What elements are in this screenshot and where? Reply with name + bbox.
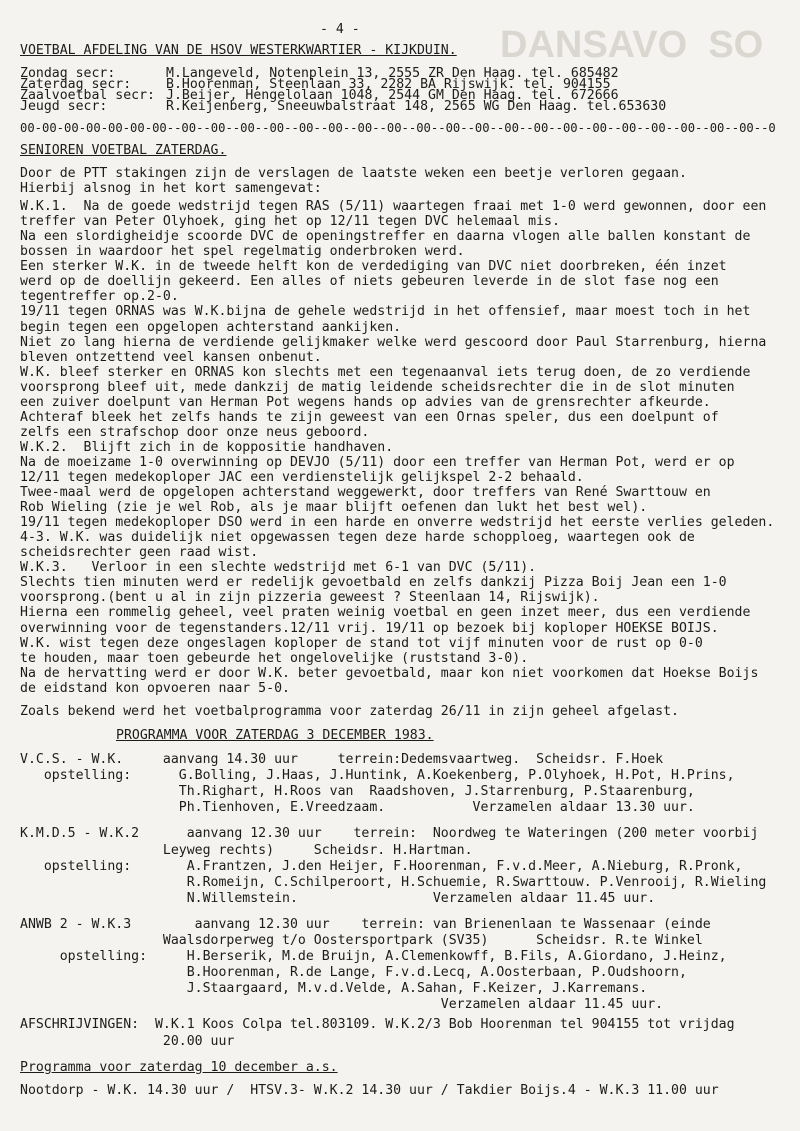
programma-line: Th.Righart, H.Roos van Raadshoven, J.Starrenburg, P.Staarenburg, — [20, 784, 695, 800]
body-line: 19/11 tegen medekoploper DSO werd in een harde en onverre wedstrijd het eerste verlies geleden. — [20, 515, 775, 531]
body-line: een zuiver doelpunt van Herman Pot wegens hands op advies van de grensrechter afkeurde. — [20, 394, 711, 410]
body-line: W.K.2. Blijft zich in de koppositie handhaven. — [20, 439, 394, 455]
body-line: Door de PTT stakingen zijn de verslagen de laatste weken een beetje verloren gegaan. — [20, 166, 687, 181]
body-line: Achteraf bleek het zelfs hands te zijn geweest van een Ornas speler, dus een doelpunt of — [20, 409, 719, 425]
body-line: voorsprong bleef uit, mede dankzij de matig leidende scheidsrechter die in de slot minuten — [20, 379, 735, 395]
body-line: W.K.3. Verloor in een slechte wedstrijd met 6-1 van DVC (5/11). — [20, 560, 537, 576]
programma-line: Waalsdorperweg t/o Oostersportpark (SV35) Scheidsr. R.te Winkel — [20, 933, 703, 948]
body-line: Zoals bekend werd het voetbalprogramma voor zaterdag 26/11 in zijn geheel afgelast. — [20, 703, 679, 719]
body-line: Na de moeizame 1-0 overwinning op DEVJO (5/11) door een treffer van Herman Pot, werd er op — [20, 454, 735, 470]
programma-line: B.Hoorenman, R.de Lange, F.v.d.Lecq, A.Oosterbaan, P.Oudshoorn, — [20, 965, 687, 981]
body-line: zelfs een strafschop door onze neus geboord. — [20, 424, 370, 440]
programma2-title: Programma voor zaterdag 10 december a.s. — [20, 1060, 338, 1075]
programma-line: J.Staargaard, M.v.d.Velde, A.Sahan, F.Keizer, J.Karremans. — [20, 981, 648, 997]
contact-info: B.Hoorenman, Steenlaan 33, 2282 BA Rijswijk. tel. 904155 — [166, 77, 611, 92]
programma-line: opstelling: A.Frantzen, J.den Heijer, F.Hoorenman, F.v.d.Meer, A.Nieburg, R.Pronk, — [20, 858, 743, 874]
programma-line: ANWB 2 - W.K.3 aanvang 12.30 uur terrein: van Brienenlaan te Wassenaar (einde — [20, 916, 711, 932]
programma-line: AFSCHRIJVINGEN: W.K.1 Koos Colpa tel.803109. W.K.2/3 Bob Hoorenman tel 904155 tot vrijdag — [20, 1017, 735, 1033]
programma-line: Leyweg rechts) Scheidsr. H.Hartman. — [20, 842, 473, 858]
programma-line: opstelling: H.Berserik, M.de Bruijn, A.Clemenkowff, B.Fils, A.Giordano, J.Heinz, — [20, 949, 727, 965]
programma-line: V.C.S. - W.K. aanvang 14.30 uur terrein:Dedemsvaartweg. Scheidsr. F.Hoek — [20, 752, 664, 767]
body-line: 19/11 tegen ORNAS was W.K.bijna de gehele wedstrijd in het offensief, maar moest toch in het — [20, 304, 751, 320]
body-line: Na de hervatting werd er door W.K. beter gevoetbald, maar kon niet voorkomen dat Hoekse Boijs — [20, 665, 759, 681]
contact-role: Zaalvoetbal secr: — [20, 88, 155, 103]
programma-line: opstelling: G.Bolling, J.Haas, J.Huntink, A.Koekenberg, P.Olyhoek, H.Pot, H.Prins, — [20, 768, 735, 784]
body-line: Na een slordigheidje scoorde DVC de openingstreffer en daarna vlogen alle ballen konstant de — [20, 229, 751, 245]
body-line: 12/11 tegen medekoploper JAC een verdienstelijk gelijkspel 2-2 behaald. — [20, 470, 584, 485]
programma-line: K.M.D.5 - W.K.2 aanvang 12.30 uur terrein: Noordweg te Wateringen (200 meter voorbij — [20, 826, 759, 842]
body-line: treffer van Peter Olyhoek, ging het op 12/11 tegen DVC helemaal mis. — [20, 214, 560, 230]
contact-info: M.Langeveld, Notenplein 13, 2555 ZR Den Haag. tel. 685482 — [166, 66, 619, 81]
contact-info: R.Keijenberg, Sneeuwbalstraat 148, 2565 WG Den Haag. tel.653630 — [166, 99, 667, 114]
body-line: overwinning voor de tegenstanders.12/11 vrij. 19/11 op bezoek bij koploper HOEKSE BOIJS. — [20, 620, 719, 636]
body-line: Een sterker W.K. in de tweede helft kon de verdediging van DVC niet doorbreken, één inzet — [20, 259, 727, 275]
contact-role: Jeugd secr: — [20, 99, 108, 114]
programma-line: 20.00 uur — [20, 1033, 235, 1049]
body-line: Hierbij alsnog in het kort samengevat: — [20, 181, 322, 197]
separator-line: 00-00-00-00-00-00-00--00--00--00--00--00--00--00--00--00--00--00--00--00--00--00--00--00--00--00--00--0 — [20, 121, 776, 135]
body-line: Rob Wieling (zie je wel Rob, als je maar blijft oefenen dan lukt het best wel). — [20, 500, 648, 516]
programma-title: PROGRAMMA VOOR ZATERDAG 3 DECEMBER 1983. — [116, 728, 434, 743]
body-line: tegentreffer op.2-0. — [20, 289, 179, 305]
body-line: W.K. bleef sterker en ORNAS kon slechts met een tegenaanval iets terug doen, de zo verdiende — [20, 364, 751, 380]
body-line: Hierna een rommelig geheel, veel praten weinig voetbal en geen inzet meer, dus een verdiende — [20, 605, 751, 621]
contact-role: Zaterdag secr: — [20, 77, 132, 92]
body-line: W.K.1. Na de goede wedstrijd tegen RAS (5/11) waartegen fraai met 1-0 werd gewonnen, door een — [20, 199, 767, 215]
body-line: begin tegen een opgelopen achterstand aankijken. — [20, 319, 402, 335]
programma-line: N.Willemstein. Verzamelen aldaar 11.45 uur. — [20, 890, 656, 906]
body-line: bleven ontzettend veel kansen onbenut. — [20, 349, 322, 365]
contact-role: Zondag secr: — [20, 66, 116, 81]
page-number: - 4 - — [320, 22, 360, 37]
show-through-text: DANSAVO SO — [500, 24, 764, 66]
body-line: 4-3. W.K. was duidelijk niet opgewassen tegen deze harde schopploeg, waartegen ook de — [20, 530, 695, 546]
body-line: te houden, maar toen gebeurde het ongelovelijke (ruststand 3-0). — [20, 650, 529, 666]
programma-line: R.Romeijn, C.Schilperoort, H.Schuemie, R.Swarttouw. P.Venrooij, R.Wieling — [20, 874, 767, 890]
programma2-line: Nootdorp - W.K. 14.30 uur / HTSV.3- W.K.2 14.30 uur / Takdier Boijs.4 - W.K.3 11.00 uur — [20, 1083, 719, 1098]
body-line: bossen in waardoor het spel regelmatig onderbroken werd. — [20, 244, 465, 260]
body-line: Twee-maal werd de opgelopen achterstand weggewerkt, door treffers van René Swarttouw en — [20, 485, 711, 501]
programma-line: Ph.Tienhoven, E.Vreedzaam. Verzamelen aldaar 13.30 uur. — [20, 800, 695, 816]
body-line: Niet zo lang hierna de verdiende gelijkmaker welke werd gescoord door Paul Starrenburg, hierna — [20, 334, 767, 350]
programma-line: Verzamelen aldaar 11.45 uur. — [20, 997, 664, 1013]
body-line: voorsprong.(bent u al in zijn pizzeria geweest ? Steenlaan 14, Rijswijk). — [20, 590, 600, 606]
body-line: Slechts tien minuten werd er redelijk gevoetbald en zelfs dankzij Pizza Boij Jean een 1-0 — [20, 575, 727, 591]
header-title: VOETBAL AFDELING VAN DE HSOV WESTERKWARTIER - KIJKDUIN. — [20, 43, 457, 58]
body-line: W.K. wist tegen deze ongeslagen koploper de stand tot vijf minuten voor de rust op 0-0 — [20, 635, 703, 651]
body-line: werd op de doellijn gekeerd. Een alles of niets gebeuren leverde in de slot fase nog een — [20, 274, 719, 290]
body-line: de eidstand kon opvoeren naar 5-0. — [20, 680, 290, 696]
section-title: SENIOREN VOETBAL ZATERDAG. — [20, 143, 227, 158]
body-line: scheidsrechter geen raad wist. — [20, 545, 259, 561]
contact-info: J.Beijer, Hengelolaan 1048, 2544 GM Den Haag. tel. 672666 — [166, 88, 619, 103]
